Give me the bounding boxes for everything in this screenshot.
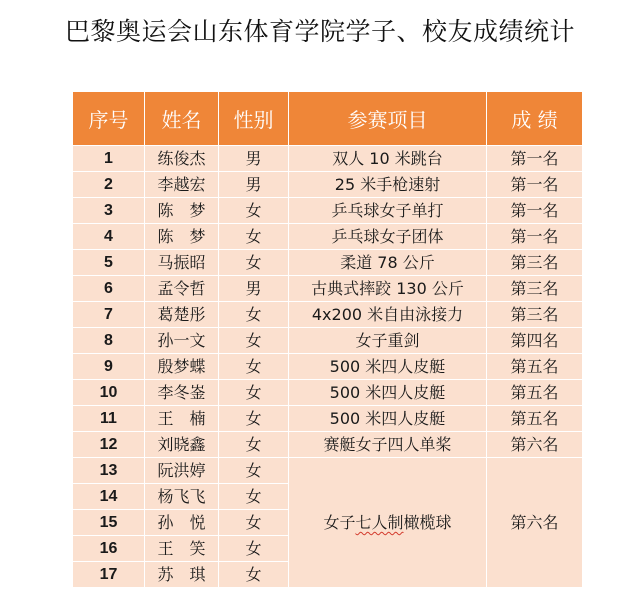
table-row — [73, 354, 583, 380]
row-name: 王 笑 — [145, 536, 219, 562]
row-result: 第五名 — [487, 380, 583, 406]
table-row — [73, 302, 583, 328]
row-no: 11 — [73, 406, 145, 432]
row-no: 7 — [73, 302, 145, 328]
row-event: 女子重剑 — [289, 328, 487, 354]
row-event: 500 米四人皮艇 — [289, 380, 487, 406]
row-result: 第三名 — [487, 302, 583, 328]
row-event: 赛艇女子四人单桨 — [289, 432, 487, 458]
row-gender: 女 — [219, 510, 289, 536]
merged-event-suffix: 橄榄球 — [403, 513, 452, 532]
row-gender: 女 — [219, 354, 289, 380]
row-event: 25 米手枪速射 — [289, 172, 487, 198]
row-gender: 女 — [219, 250, 289, 276]
row-gender: 男 — [219, 276, 289, 302]
merged-result-cell: 第六名 — [487, 458, 583, 588]
row-name: 刘晓鑫 — [145, 432, 219, 458]
row-name: 苏 琪 — [145, 562, 219, 588]
row-event: 古典式摔跤 130 公斤 — [289, 276, 487, 302]
row-gender: 女 — [219, 458, 289, 484]
table-row — [73, 198, 583, 224]
row-no: 17 — [73, 562, 145, 588]
row-no: 1 — [73, 146, 145, 172]
row-name: 阮洪婷 — [145, 458, 219, 484]
row-event: 4x200 米自由泳接力 — [289, 302, 487, 328]
row-name: 杨飞飞 — [145, 484, 219, 510]
row-no: 15 — [73, 510, 145, 536]
table-row — [73, 458, 583, 484]
row-no: 2 — [73, 172, 145, 198]
row-gender: 男 — [219, 146, 289, 172]
row-gender: 男 — [219, 172, 289, 198]
page-title: 巴黎奥运会山东体育学院学子、校友成绩统计 — [64, 17, 575, 46]
row-result: 第三名 — [487, 276, 583, 302]
row-name: 葛楚彤 — [145, 302, 219, 328]
row-no: 8 — [73, 328, 145, 354]
merged-event-underlined: 七人制 — [355, 513, 404, 532]
row-no: 6 — [73, 276, 145, 302]
row-name: 王 楠 — [145, 406, 219, 432]
row-gender: 女 — [219, 562, 289, 588]
row-gender: 女 — [219, 198, 289, 224]
header-gender: 性别 — [219, 92, 289, 146]
row-result: 第一名 — [487, 224, 583, 250]
table-header-row — [73, 92, 583, 146]
row-event: 乒乓球女子团体 — [289, 224, 487, 250]
row-gender: 女 — [219, 406, 289, 432]
row-name: 李冬崟 — [145, 380, 219, 406]
header-no: 序号 — [73, 92, 145, 146]
header-event: 参赛项目 — [289, 92, 487, 146]
table-row — [73, 432, 583, 458]
row-no: 13 — [73, 458, 145, 484]
merged-event-cell — [289, 458, 487, 588]
table-row — [73, 328, 583, 354]
row-no: 12 — [73, 432, 145, 458]
row-name: 马振昭 — [145, 250, 219, 276]
row-no: 16 — [73, 536, 145, 562]
table-row — [73, 380, 583, 406]
row-gender: 女 — [219, 536, 289, 562]
row-result: 第一名 — [487, 172, 583, 198]
results-table — [72, 91, 583, 588]
row-gender: 女 — [219, 302, 289, 328]
row-gender: 女 — [219, 380, 289, 406]
table-row — [73, 250, 583, 276]
row-name: 孟令哲 — [145, 276, 219, 302]
row-gender: 女 — [219, 328, 289, 354]
row-name: 李越宏 — [145, 172, 219, 198]
row-no: 14 — [73, 484, 145, 510]
row-result: 第四名 — [487, 328, 583, 354]
merged-event-prefix: 女子 — [323, 513, 356, 532]
row-no: 9 — [73, 354, 145, 380]
table-row — [73, 146, 583, 172]
table-row — [73, 276, 583, 302]
row-gender: 女 — [219, 484, 289, 510]
header-result: 成 绩 — [487, 92, 583, 146]
row-event: 500 米四人皮艇 — [289, 406, 487, 432]
row-no: 5 — [73, 250, 145, 276]
row-result: 第五名 — [487, 406, 583, 432]
row-event: 双人 10 米跳台 — [289, 146, 487, 172]
header-name: 姓名 — [145, 92, 219, 146]
row-gender: 女 — [219, 432, 289, 458]
row-name: 殷梦蝶 — [145, 354, 219, 380]
table-row — [73, 172, 583, 198]
row-result: 第三名 — [487, 250, 583, 276]
row-name: 陈 梦 — [145, 198, 219, 224]
row-event: 乒乓球女子单打 — [289, 198, 487, 224]
row-no: 10 — [73, 380, 145, 406]
table-row — [73, 224, 583, 250]
row-event: 柔道 78 公斤 — [289, 250, 487, 276]
row-name: 孙一文 — [145, 328, 219, 354]
row-name: 练俊杰 — [145, 146, 219, 172]
row-result: 第一名 — [487, 146, 583, 172]
row-result: 第五名 — [487, 354, 583, 380]
row-result: 第一名 — [487, 198, 583, 224]
row-event: 500 米四人皮艇 — [289, 354, 487, 380]
table-row — [73, 406, 583, 432]
row-no: 3 — [73, 198, 145, 224]
row-result: 第六名 — [487, 432, 583, 458]
row-gender: 女 — [219, 224, 289, 250]
row-no: 4 — [73, 224, 145, 250]
row-name: 孙 悦 — [145, 510, 219, 536]
row-name: 陈 梦 — [145, 224, 219, 250]
